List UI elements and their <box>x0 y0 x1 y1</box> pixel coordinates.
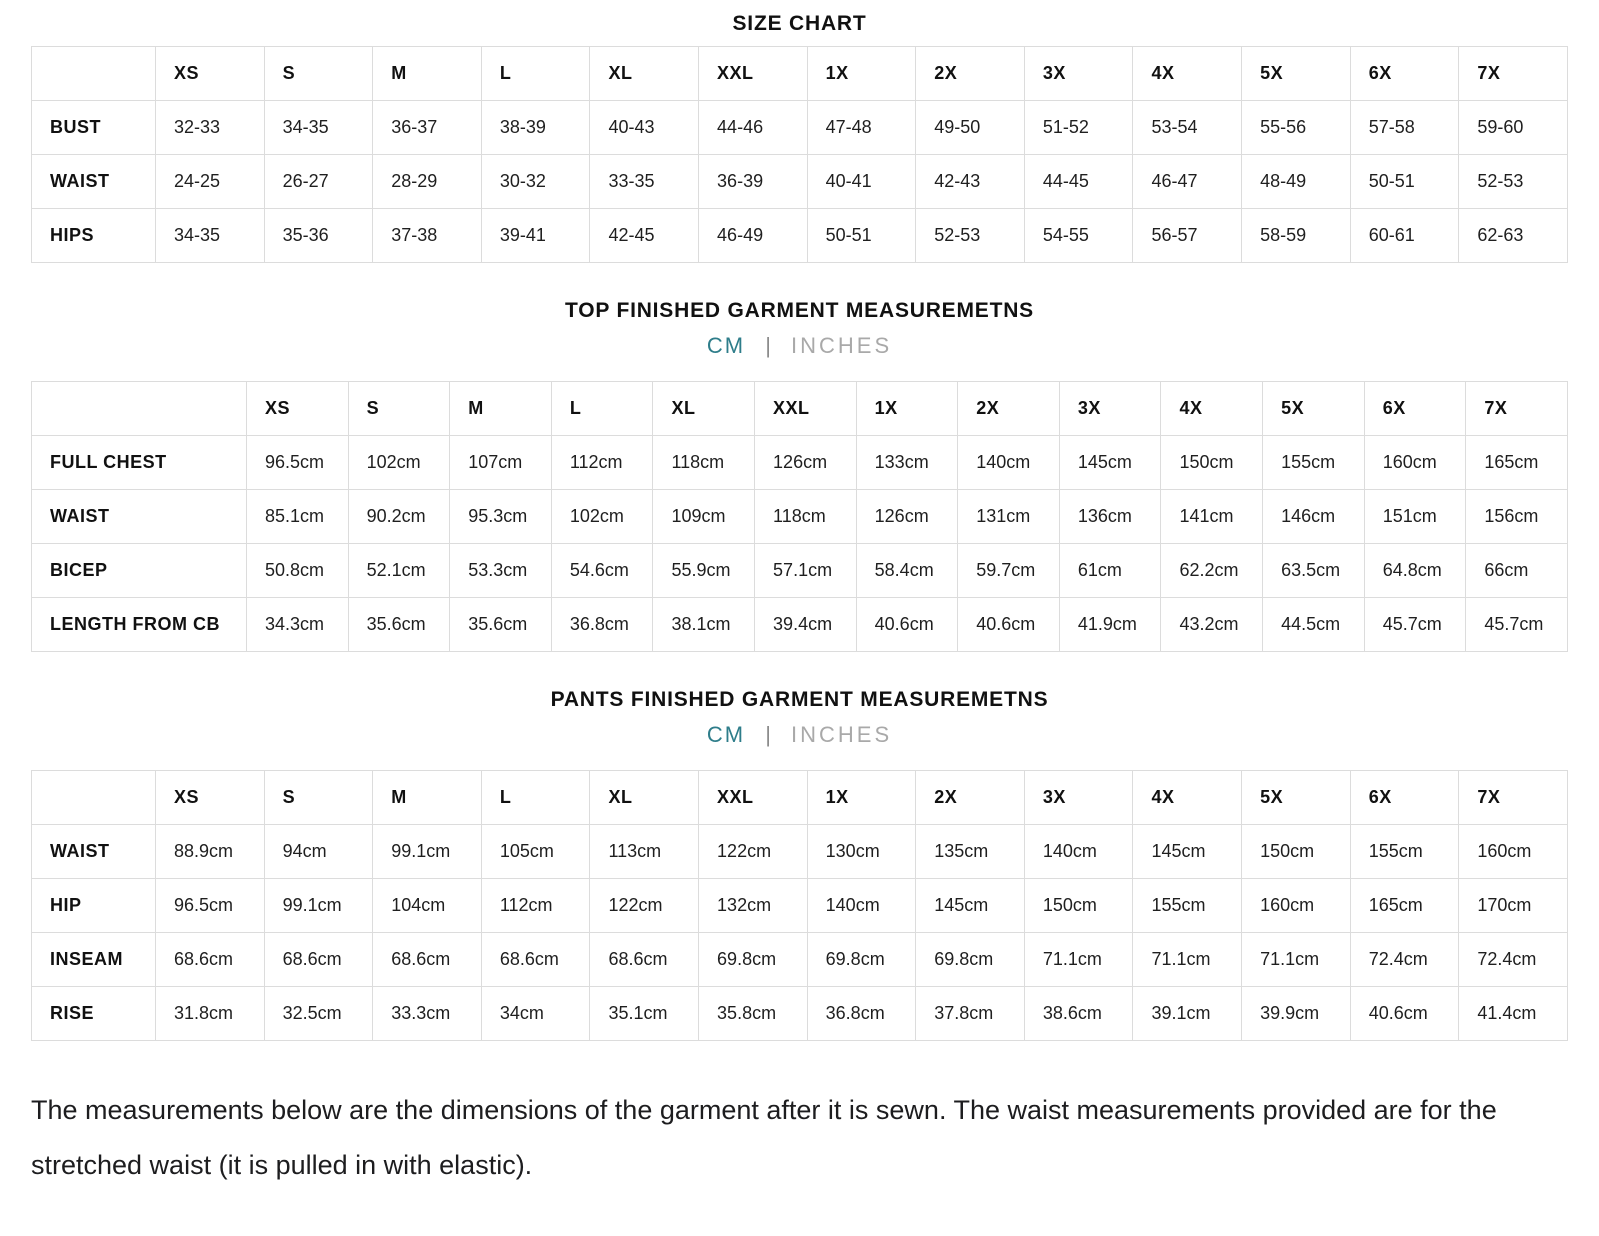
table-row <box>32 987 1568 1041</box>
cell-value: 39.1cm <box>1133 987 1242 1041</box>
cell-value: 31.8cm <box>156 987 265 1041</box>
table-row <box>32 879 1568 933</box>
top-unit-cm-button[interactable]: CM <box>706 333 746 358</box>
cell-value: 95.3cm <box>450 490 552 544</box>
cell-value: 41.9cm <box>1059 598 1161 652</box>
row-label: HIP <box>32 879 156 933</box>
cell-value: 35.1cm <box>590 987 699 1041</box>
cell-value: 96.5cm <box>247 436 349 490</box>
cell-value: 42-45 <box>590 209 699 263</box>
cell-value: 155cm <box>1263 436 1365 490</box>
cell-value: 96.5cm <box>156 879 265 933</box>
cell-value: 62.2cm <box>1161 544 1263 598</box>
cell-value: 69.8cm <box>807 933 916 987</box>
table-row <box>32 101 1568 155</box>
header-row <box>32 771 1568 825</box>
pants-measurements-table <box>31 770 1568 1041</box>
pants-unit-inches-button[interactable]: INCHES <box>791 722 893 747</box>
cell-value: 160cm <box>1459 825 1568 879</box>
cell-value: 36.8cm <box>807 987 916 1041</box>
cell-value: 62-63 <box>1459 209 1568 263</box>
cell-value: 39.9cm <box>1242 987 1351 1041</box>
cell-value: 99.1cm <box>264 879 373 933</box>
cell-value: 50-51 <box>807 209 916 263</box>
cell-value: 71.1cm <box>1024 933 1133 987</box>
cell-value: 40.6cm <box>958 598 1060 652</box>
cell-value: 160cm <box>1364 436 1466 490</box>
column-header: 6X <box>1350 771 1459 825</box>
cell-value: 131cm <box>958 490 1060 544</box>
column-header: XL <box>590 771 699 825</box>
pants-measurements-title: PANTS FINISHED GARMENT MEASUREMETNS <box>550 688 1049 711</box>
cell-value: 132cm <box>699 879 808 933</box>
pants-unit-separator: | <box>765 722 771 747</box>
cell-value: 68.6cm <box>590 933 699 987</box>
column-header: XXL <box>755 382 857 436</box>
cell-value: 133cm <box>856 436 958 490</box>
top-unit-separator: | <box>765 333 771 358</box>
table-row <box>32 598 1568 652</box>
cell-value: 68.6cm <box>156 933 265 987</box>
cell-value: 35-36 <box>264 209 373 263</box>
corner-cell <box>32 382 247 436</box>
cell-value: 99.1cm <box>373 825 482 879</box>
cell-value: 54.6cm <box>551 544 653 598</box>
cell-value: 30-32 <box>481 155 590 209</box>
column-header: 1X <box>807 47 916 101</box>
cell-value: 63.5cm <box>1263 544 1365 598</box>
row-label: HIPS <box>32 209 156 263</box>
column-header: 7X <box>1459 47 1568 101</box>
column-header: 6X <box>1350 47 1459 101</box>
cell-value: 155cm <box>1133 879 1242 933</box>
row-label: INSEAM <box>32 933 156 987</box>
cell-value: 141cm <box>1161 490 1263 544</box>
cell-value: 44-46 <box>699 101 808 155</box>
cell-value: 38.1cm <box>653 598 755 652</box>
column-header: M <box>373 47 482 101</box>
header-row <box>32 382 1568 436</box>
column-header: 5X <box>1263 382 1365 436</box>
cell-value: 151cm <box>1364 490 1466 544</box>
cell-value: 118cm <box>755 490 857 544</box>
cell-value: 52-53 <box>916 209 1025 263</box>
cell-value: 112cm <box>551 436 653 490</box>
cell-value: 44.5cm <box>1263 598 1365 652</box>
table-row <box>32 490 1568 544</box>
cell-value: 45.7cm <box>1466 598 1568 652</box>
cell-value: 43.2cm <box>1161 598 1263 652</box>
row-label: RISE <box>32 987 156 1041</box>
column-header: 2X <box>916 47 1025 101</box>
cell-value: 113cm <box>590 825 699 879</box>
corner-cell <box>32 47 156 101</box>
cell-value: 47-48 <box>807 101 916 155</box>
cell-value: 58-59 <box>1242 209 1351 263</box>
cell-value: 41.4cm <box>1459 987 1568 1041</box>
cell-value: 45.7cm <box>1364 598 1466 652</box>
table-row <box>32 933 1568 987</box>
cell-value: 53-54 <box>1133 101 1242 155</box>
cell-value: 145cm <box>1133 825 1242 879</box>
cell-value: 34-35 <box>264 101 373 155</box>
column-header: M <box>450 382 552 436</box>
cell-value: 57-58 <box>1350 101 1459 155</box>
header-row <box>32 47 1568 101</box>
cell-value: 56-57 <box>1133 209 1242 263</box>
cell-value: 71.1cm <box>1242 933 1351 987</box>
cell-value: 165cm <box>1350 879 1459 933</box>
cell-value: 68.6cm <box>264 933 373 987</box>
cell-value: 102cm <box>551 490 653 544</box>
cell-value: 52-53 <box>1459 155 1568 209</box>
row-label: BICEP <box>32 544 247 598</box>
column-header: S <box>348 382 450 436</box>
cell-value: 130cm <box>807 825 916 879</box>
cell-value: 122cm <box>699 825 808 879</box>
cell-value: 68.6cm <box>373 933 482 987</box>
cell-value: 60-61 <box>1350 209 1459 263</box>
cell-value: 28-29 <box>373 155 482 209</box>
cell-value: 126cm <box>755 436 857 490</box>
column-header: XS <box>247 382 349 436</box>
cell-value: 72.4cm <box>1350 933 1459 987</box>
cell-value: 44-45 <box>1024 155 1133 209</box>
cell-value: 94cm <box>264 825 373 879</box>
cell-value: 126cm <box>856 490 958 544</box>
cell-value: 33-35 <box>590 155 699 209</box>
column-header: 3X <box>1024 771 1133 825</box>
cell-value: 50-51 <box>1350 155 1459 209</box>
cell-value: 35.6cm <box>348 598 450 652</box>
cell-value: 40.6cm <box>1350 987 1459 1041</box>
column-header: S <box>264 771 373 825</box>
cell-value: 61cm <box>1059 544 1161 598</box>
cell-value: 55-56 <box>1242 101 1351 155</box>
column-header: XL <box>590 47 699 101</box>
cell-value: 135cm <box>916 825 1025 879</box>
cell-value: 146cm <box>1263 490 1365 544</box>
table-row <box>32 436 1568 490</box>
corner-cell <box>32 771 156 825</box>
column-header: 2X <box>916 771 1025 825</box>
top-unit-toggle <box>31 333 1568 359</box>
cell-value: 150cm <box>1161 436 1263 490</box>
column-header: XS <box>156 771 265 825</box>
cell-value: 33.3cm <box>373 987 482 1041</box>
cell-value: 53.3cm <box>450 544 552 598</box>
cell-value: 58.4cm <box>856 544 958 598</box>
cell-value: 66cm <box>1466 544 1568 598</box>
top-unit-inches-button[interactable]: INCHES <box>791 333 893 358</box>
cell-value: 107cm <box>450 436 552 490</box>
column-header: 3X <box>1059 382 1161 436</box>
cell-value: 38.6cm <box>1024 987 1133 1041</box>
table-row <box>32 544 1568 598</box>
cell-value: 105cm <box>481 825 590 879</box>
top-measurements-table <box>31 381 1568 652</box>
column-header: XS <box>156 47 265 101</box>
cell-value: 34.3cm <box>247 598 349 652</box>
column-header: 5X <box>1242 47 1351 101</box>
cell-value: 118cm <box>653 436 755 490</box>
cell-value: 69.8cm <box>916 933 1025 987</box>
cell-value: 57.1cm <box>755 544 857 598</box>
column-header: L <box>481 47 590 101</box>
row-label: LENGTH FROM CB <box>32 598 247 652</box>
cell-value: 54-55 <box>1024 209 1133 263</box>
cell-value: 140cm <box>958 436 1060 490</box>
column-header: XL <box>653 382 755 436</box>
cell-value: 35.6cm <box>450 598 552 652</box>
column-header: XXL <box>699 47 808 101</box>
cell-value: 59-60 <box>1459 101 1568 155</box>
column-header: 7X <box>1459 771 1568 825</box>
column-header: 7X <box>1466 382 1568 436</box>
cell-value: 71.1cm <box>1133 933 1242 987</box>
cell-value: 52.1cm <box>348 544 450 598</box>
column-header: 4X <box>1133 771 1242 825</box>
cell-value: 156cm <box>1466 490 1568 544</box>
cell-value: 64.8cm <box>1364 544 1466 598</box>
column-header: 1X <box>807 771 916 825</box>
cell-value: 155cm <box>1350 825 1459 879</box>
cell-value: 39.4cm <box>755 598 857 652</box>
size-chart-title: SIZE CHART <box>732 12 867 35</box>
footer-note: The measurements below are the dimensions of the garment after it is sewn. The waist measurements provided are for the stretched waist (it is pulled in with elastic). <box>31 1095 1497 1180</box>
cell-value: 24-25 <box>156 155 265 209</box>
top-measurements-title: TOP FINISHED GARMENT MEASUREMETNS <box>565 299 1034 322</box>
cell-value: 50.8cm <box>247 544 349 598</box>
cell-value: 55.9cm <box>653 544 755 598</box>
column-header: M <box>373 771 482 825</box>
cell-value: 40.6cm <box>856 598 958 652</box>
cell-value: 85.1cm <box>247 490 349 544</box>
cell-value: 145cm <box>916 879 1025 933</box>
cell-value: 140cm <box>1024 825 1133 879</box>
column-header: S <box>264 47 373 101</box>
column-header: 3X <box>1024 47 1133 101</box>
column-header: 4X <box>1161 382 1263 436</box>
cell-value: 38-39 <box>481 101 590 155</box>
cell-value: 34-35 <box>156 209 265 263</box>
cell-value: 46-49 <box>699 209 808 263</box>
cell-value: 40-41 <box>807 155 916 209</box>
cell-value: 46-47 <box>1133 155 1242 209</box>
cell-value: 36.8cm <box>551 598 653 652</box>
cell-value: 145cm <box>1059 436 1161 490</box>
cell-value: 150cm <box>1024 879 1133 933</box>
column-header: L <box>481 771 590 825</box>
row-label: WAIST <box>32 825 156 879</box>
cell-value: 112cm <box>481 879 590 933</box>
table-row <box>32 155 1568 209</box>
row-label: BUST <box>32 101 156 155</box>
pants-unit-toggle <box>31 722 1568 748</box>
row-label: WAIST <box>32 155 156 209</box>
column-header: XXL <box>699 771 808 825</box>
cell-value: 51-52 <box>1024 101 1133 155</box>
table-row <box>32 209 1568 263</box>
cell-value: 170cm <box>1459 879 1568 933</box>
cell-value: 109cm <box>653 490 755 544</box>
cell-value: 35.8cm <box>699 987 808 1041</box>
row-label: WAIST <box>32 490 247 544</box>
cell-value: 69.8cm <box>699 933 808 987</box>
cell-value: 37.8cm <box>916 987 1025 1041</box>
column-header: 6X <box>1364 382 1466 436</box>
cell-value: 68.6cm <box>481 933 590 987</box>
cell-value: 36-37 <box>373 101 482 155</box>
cell-value: 165cm <box>1466 436 1568 490</box>
column-header: 1X <box>856 382 958 436</box>
cell-value: 59.7cm <box>958 544 1060 598</box>
column-header: 2X <box>958 382 1060 436</box>
column-header: L <box>551 382 653 436</box>
cell-value: 150cm <box>1242 825 1351 879</box>
size-chart-table <box>31 46 1568 263</box>
cell-value: 49-50 <box>916 101 1025 155</box>
cell-value: 26-27 <box>264 155 373 209</box>
cell-value: 102cm <box>348 436 450 490</box>
cell-value: 32-33 <box>156 101 265 155</box>
pants-unit-cm-button[interactable]: CM <box>706 722 746 747</box>
cell-value: 37-38 <box>373 209 482 263</box>
cell-value: 140cm <box>807 879 916 933</box>
cell-value: 40-43 <box>590 101 699 155</box>
cell-value: 136cm <box>1059 490 1161 544</box>
cell-value: 36-39 <box>699 155 808 209</box>
cell-value: 104cm <box>373 879 482 933</box>
cell-value: 32.5cm <box>264 987 373 1041</box>
column-header: 4X <box>1133 47 1242 101</box>
cell-value: 34cm <box>481 987 590 1041</box>
cell-value: 122cm <box>590 879 699 933</box>
row-label: FULL CHEST <box>32 436 247 490</box>
cell-value: 88.9cm <box>156 825 265 879</box>
cell-value: 160cm <box>1242 879 1351 933</box>
cell-value: 72.4cm <box>1459 933 1568 987</box>
table-row <box>32 825 1568 879</box>
cell-value: 48-49 <box>1242 155 1351 209</box>
column-header: 5X <box>1242 771 1351 825</box>
cell-value: 90.2cm <box>348 490 450 544</box>
cell-value: 42-43 <box>916 155 1025 209</box>
cell-value: 39-41 <box>481 209 590 263</box>
